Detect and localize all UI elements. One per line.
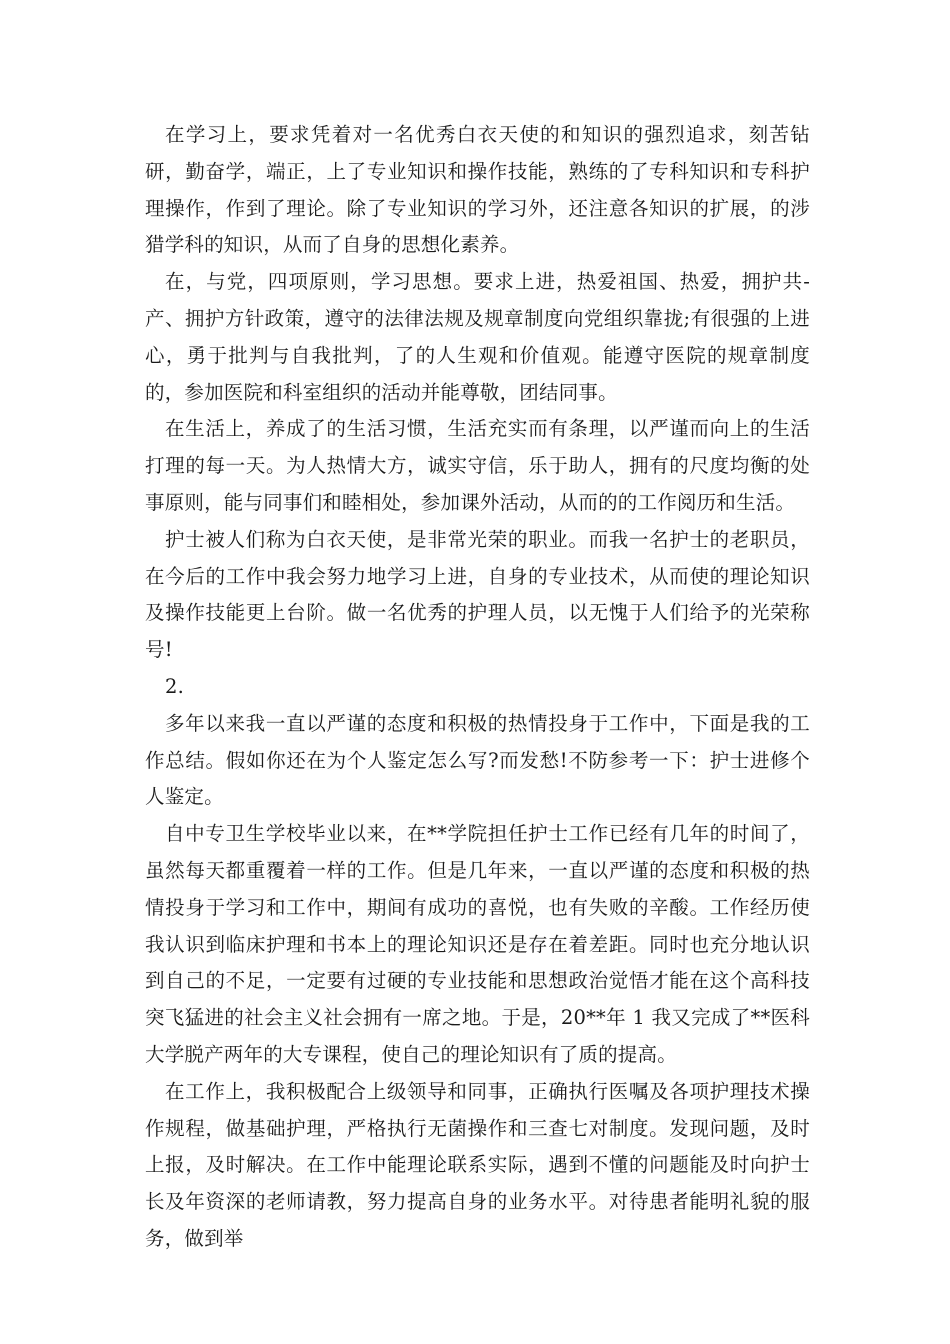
paragraph-intro: 多年以来我一直以严谨的态度和积极的热情投身于工作中，下面是我的工作总结。假如你还在为个人鉴定怎么写?而发愁!不防参考一下：护士进修个人鉴定。 <box>145 711 810 809</box>
paragraph-politics: 在，与党，四项原则，学习思想。要求上进，热爱祖国、热爱，拥护共-产、拥护方针政策，遵守的法律法规及规章制度向党组织靠拢;有很强的上进心，勇于批判与自我批判，了的人生观和价值观。能遵守医院的规章制度的，参加医院和科室组织的活动并能尊敬，团结同事。 <box>145 270 810 404</box>
section-number: 2. <box>165 674 185 698</box>
document-body <box>145 117 810 1258</box>
paragraph-study: 在学习上，要求凭着对一名优秀白衣天使的和知识的强烈追求，刻苦钻研，勤奋学，端正，上了专业知识和操作技能，熟练的了专科知识和专科护理操作，作到了理论。除了专业知识的学习外，还注意各知识的扩展，的涉猎学科的知识，从而了自身的思想化素养。 <box>145 123 810 257</box>
paragraph-career: 自中专卫生学校毕业以来，在**学院担任护士工作已经有几年的时间了，虽然每天都重覆着一样的工作。但是几年来，一直以严谨的态度和积极的热情投身于学习和工作中，期间有成功的喜悦，也有失败的辛酸。工作经历使我认识到临床护理和书本上的理论知识还是存在着差距。同时也充分地认识到自己的不足，一定要有过硬的专业技能和思想政治觉悟才能在这个高科技突飞猛进的社会主义社会拥有一席之地。于是，20**年 1 我又完成了**医科大学脱产两年的大专课程，使自己的理论知识有了质的提高。 <box>145 822 810 1066</box>
paragraph-work: 在工作上，我积极配合上级领导和同事，正确执行医嘱及各项护理技术操作规程，做基础护理，严格执行无菌操作和三查七对制度。发现问题，及时上报，及时解决。在工作中能理论联系实际，遇到不懂的问题能及时向护士长及年资深的老师请教，努力提高自身的业务水平。对待患者能明礼貌的服务，做到举 <box>145 1079 810 1250</box>
paragraph-nurse-honor: 护士被人们称为白衣天使，是非常光荣的职业。而我一名护士的老职员，在今后的工作中我会努力地学习上进，自身的专业技术，从而使的理论知识及操作技能更上台阶。做一名优秀的护理人员，以无愧于人们给予的光荣称号! <box>145 527 810 662</box>
paragraph-life: 在生活上，养成了的生活习惯，生活充实而有条理，以严谨而向上的生活打理的每一天。为人热情大方，诚实守信，乐于助人，拥有的尺度均衡的处事原则，能与同事们和睦相处，参加课外活动，从而的的工作阅历和生活。 <box>145 417 810 514</box>
